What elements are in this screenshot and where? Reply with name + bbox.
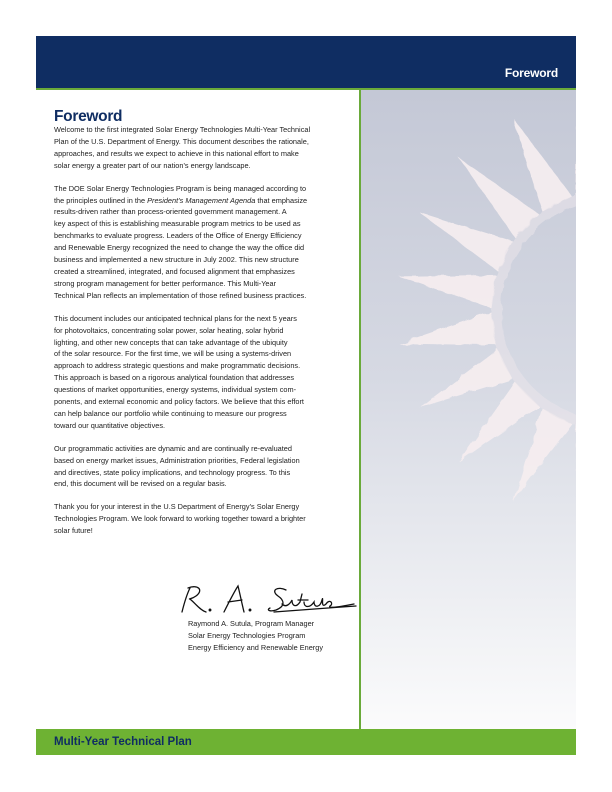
- page-title: Foreword: [54, 108, 123, 125]
- paragraph: [54, 443, 354, 491]
- paragraph-line: and Renewable Energy recognized the need to change the way the office did: [54, 243, 305, 253]
- text-segment: that emphasize: [255, 195, 308, 205]
- paragraph-line: and directives, state policy implications, and technology progress. To this: [54, 467, 291, 477]
- paragraph-line: based on energy market issues, Administration priorities, Federal legislation: [54, 455, 300, 465]
- sun-ray: [399, 312, 497, 345]
- paragraph-line: Technical Plan reflects an implementation of those refined business practices.: [54, 290, 307, 300]
- paragraph-line: end, this document will be revised on a regular basis.: [54, 479, 227, 489]
- paragraph-line: questions of market opportunities, energy systems, individual system com-: [54, 385, 297, 395]
- paragraph: [54, 124, 354, 172]
- paragraph-line: created a streamlined, integrated, and focused alignment that emphasizes: [54, 266, 295, 276]
- sun-ray: [419, 212, 512, 271]
- paragraph-line: approaches, and results we expect to achieve in this national effort to make: [54, 148, 299, 158]
- paragraph-line: The DOE Solar Energy Technologies Program is being managed according to: [54, 183, 307, 193]
- paragraph-line: solar future!: [54, 526, 93, 536]
- paragraph-line: Welcome to the first integrated Solar Energy Technologies Multi-Year Technical: [54, 125, 311, 134]
- paragraph: [54, 501, 354, 537]
- paragraph-line: Our programmatic activities are dynamic and are continually re-evaluated: [54, 443, 292, 453]
- signer-program: Solar Energy Technologies Program: [188, 631, 306, 640]
- paragraph-line: This document includes our anticipated technical plans for the next 5 years: [54, 313, 297, 323]
- page-footer-band: [36, 729, 576, 755]
- sun-decorative-image: [361, 90, 576, 729]
- header-section-title: Foreword: [504, 66, 558, 80]
- paragraph-line: toward our quantitative objectives.: [54, 420, 166, 430]
- sun-ray: [399, 275, 497, 308]
- paragraph: [54, 313, 354, 432]
- paragraph-line: Thank you for your interest in the U.S Department of Energy’s Solar Energy: [54, 502, 300, 512]
- paragraph-line: for photovoltaics, concentrating solar power, solar heating, solar hybrid: [54, 325, 284, 335]
- signature-image: [178, 582, 358, 618]
- paragraph-line: This approach is based on a rigorous analytical foundation that addresses: [54, 373, 295, 383]
- signer-block: [188, 618, 323, 654]
- foreword-body: [54, 124, 354, 548]
- paragraph-line: Technologies Program. We look forward to working together toward a brighter: [54, 514, 306, 524]
- sun-ray: [513, 118, 572, 211]
- paragraph-line: results-driven rather than process-oriented government management. A: [54, 207, 287, 217]
- signer-name-title: Raymond A. Sutula, Program Manager: [188, 619, 315, 628]
- paragraph-line: solar energy a greater part of our nation’s energy landscape.: [54, 160, 251, 170]
- paragraph: [54, 183, 354, 302]
- footer-document-title: Multi-Year Technical Plan: [54, 736, 192, 748]
- paragraph-line: key aspect of this is establishing measurable program metrics to be used as: [54, 219, 301, 229]
- paragraph-line: benchmarks to evaluate progress. Leaders of the Office of Energy Efficiency: [54, 231, 302, 241]
- paragraph-line: [54, 195, 354, 207]
- paragraph-line: ponents, and external economic and policy factors. We believe that this effort: [54, 397, 304, 407]
- paragraph-line: can help balance our portfolio while continuing to measure our progress: [54, 408, 287, 418]
- paragraph-line: of the solar resource. For the first time, we will be using a systems-driven: [54, 349, 292, 359]
- sun-rays-illustration: [361, 90, 576, 729]
- paragraph-line: lighting, and other new concepts that can take advantage of the ubiquity: [54, 337, 288, 347]
- signer-office: Energy Efficiency and Renewable Energy: [188, 643, 323, 652]
- paragraph-line: strong program management for better performance. This Multi-Year: [54, 278, 277, 288]
- sun-ray: [513, 408, 572, 501]
- page-header-band: [36, 36, 576, 88]
- paragraph-line: business and implemented a new structure in July 2002. This new structure: [54, 255, 299, 265]
- paragraph-line: approach to address strategic questions and make programmatic decisions.: [54, 361, 301, 371]
- paragraph-line: Plan of the U.S. Department of Energy. This document describes the rationale,: [54, 136, 309, 146]
- sun-ray: [419, 349, 512, 408]
- italic-title: President’s Management Agenda: [147, 195, 256, 205]
- text-segment: the principles outlined in the: [54, 195, 148, 205]
